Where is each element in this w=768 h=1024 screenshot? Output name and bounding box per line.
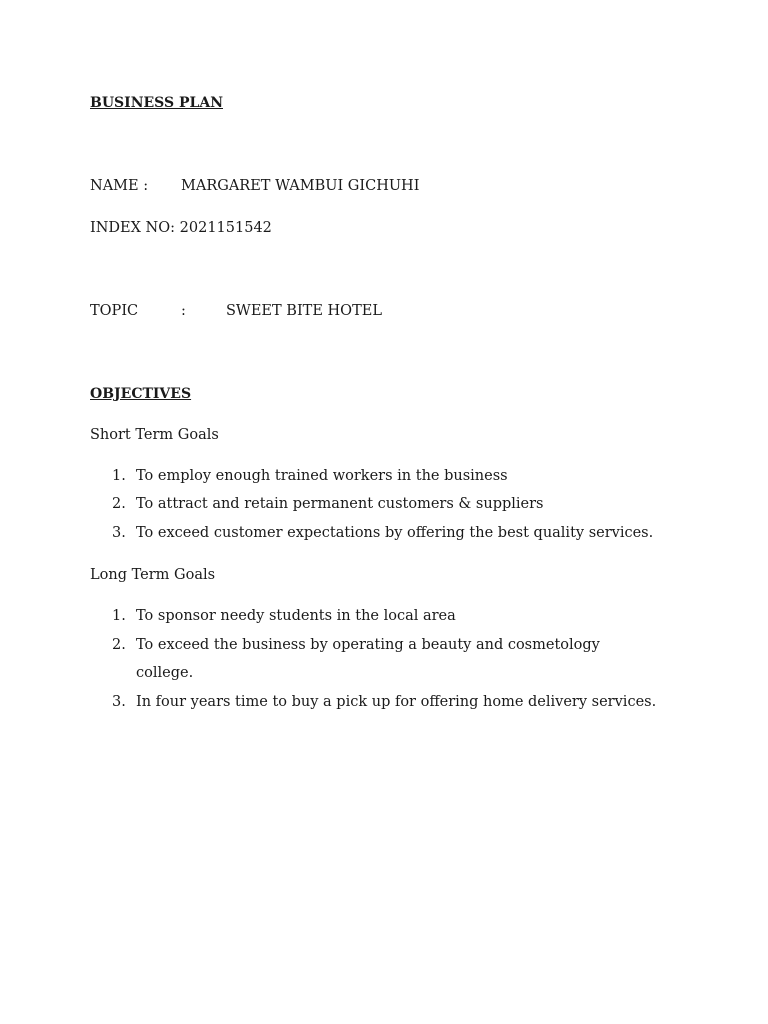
list-number: 3. — [112, 694, 126, 710]
objectives-heading: OBJECTIVES — [90, 386, 192, 402]
short-term-heading: Short Term Goals — [90, 427, 219, 443]
index-row — [90, 219, 272, 237]
index-value: 2021151542 — [179, 220, 272, 236]
list-number: 1. — [112, 608, 126, 624]
list-text: To attract and retain permanent customers & suppliers — [136, 496, 544, 512]
list-text: To exceed customer expectations by offering the best quality services. — [136, 525, 654, 541]
list-text: To employ enough trained workers in the business — [136, 468, 508, 484]
index-label: INDEX NO: — [90, 220, 176, 236]
list-text: In four years time to buy a pick up for offering home delivery services. — [136, 694, 657, 710]
topic-label: TOPIC — [90, 303, 139, 319]
name-label: NAME : — [90, 178, 149, 194]
list-number: 1. — [112, 468, 126, 484]
name-row — [0, 177, 768, 195]
list-number: 2. — [112, 496, 126, 512]
list-number: 3. — [112, 525, 126, 541]
list-number: 2. — [112, 637, 126, 653]
name-value: MARGARET WAMBUI GICHUHI — [181, 178, 420, 194]
list-text: To exceed the business by operating a beauty and cosmetology — [136, 637, 600, 653]
topic-colon: : — [181, 303, 186, 319]
document-title: BUSINESS PLAN — [90, 95, 223, 111]
topic-row — [0, 302, 768, 320]
list-text: To sponsor needy students in the local area — [136, 608, 456, 624]
topic-value: SWEET BITE HOTEL — [226, 303, 382, 319]
list-text-continuation: college. — [136, 665, 194, 681]
long-term-heading: Long Term Goals — [90, 567, 216, 583]
